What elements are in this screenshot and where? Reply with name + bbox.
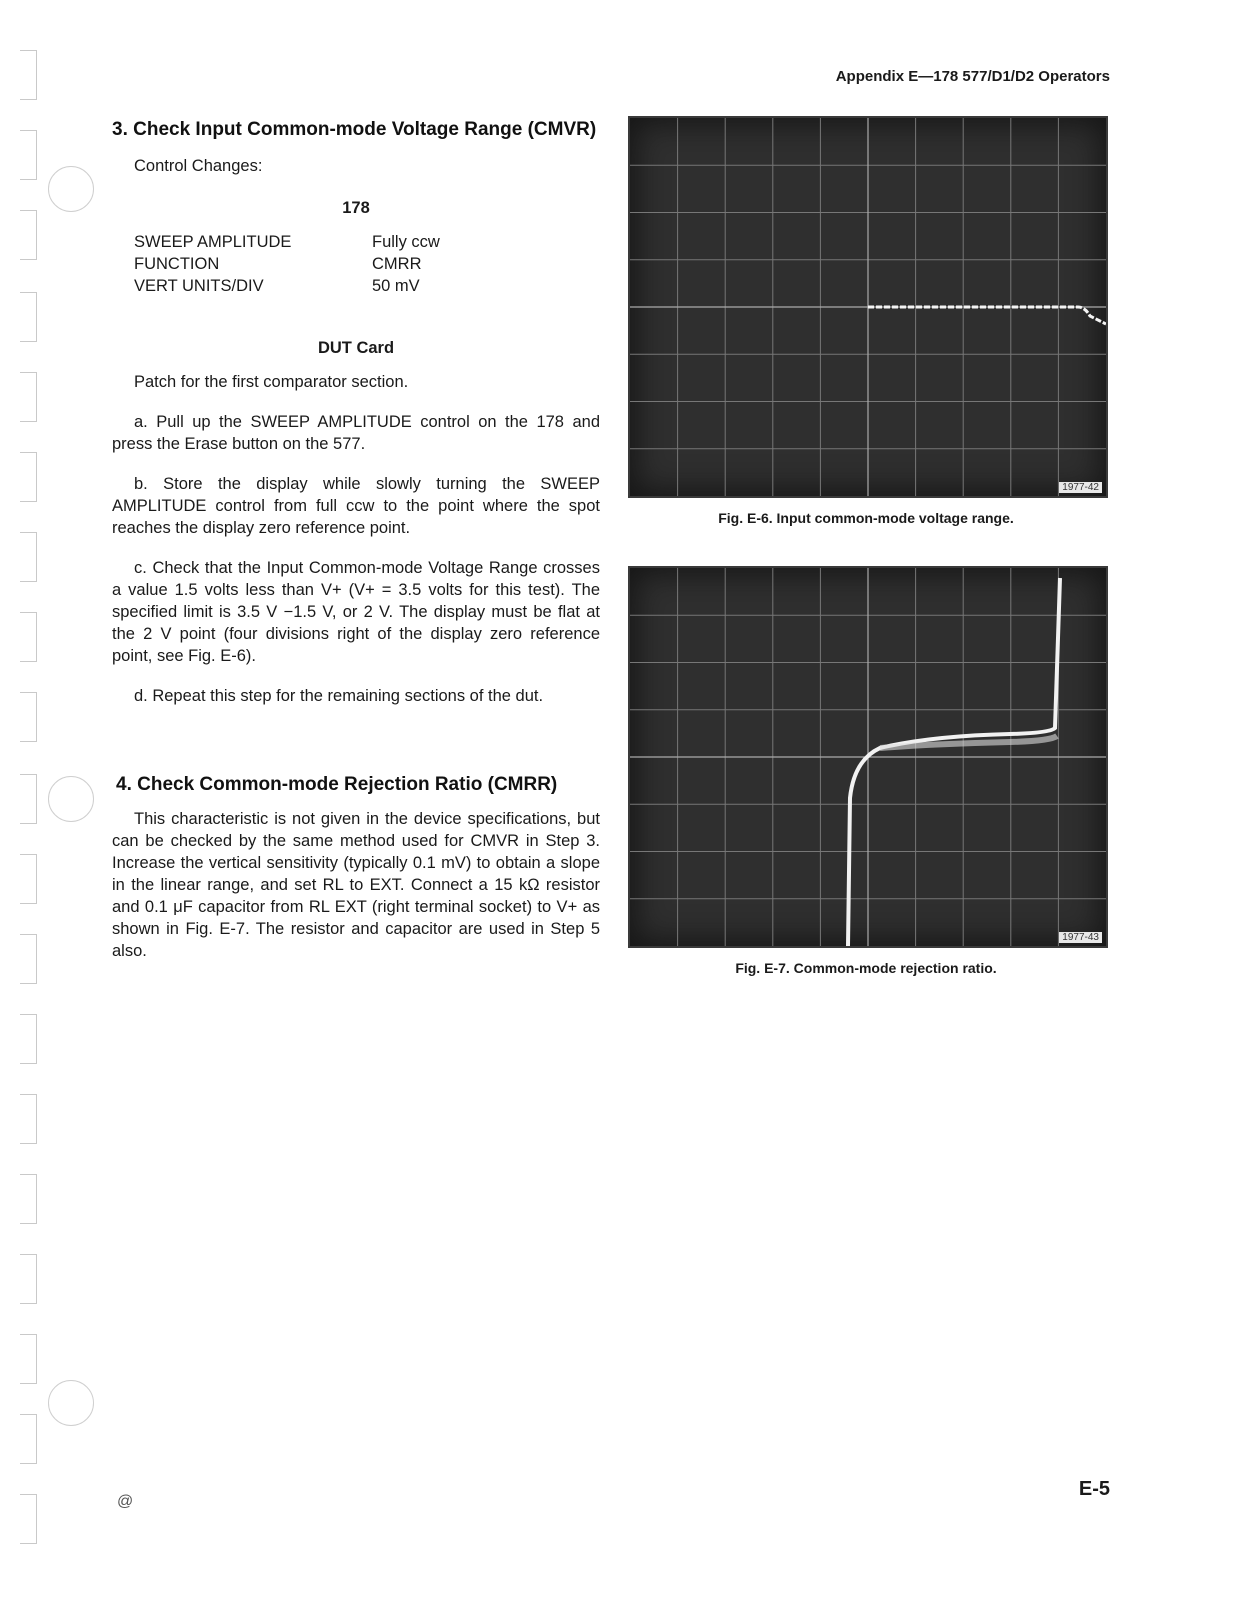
fig-e6-tag: 1977-42: [1059, 482, 1102, 493]
punch-hole: [48, 776, 94, 822]
binder-tick: [20, 50, 37, 100]
punch-hole: [48, 1380, 94, 1426]
control-name: VERT UNITS/DIV: [134, 277, 264, 295]
step3-d: d. Repeat this step for the remaining sections of the dut.: [134, 687, 544, 705]
control-row: [134, 231, 600, 253]
trace-cmvr: [868, 307, 1106, 324]
fig-e7-scope-photo: [628, 566, 1108, 948]
binder-tick: [20, 1094, 37, 1144]
control-value: 50 mV: [372, 277, 420, 295]
binder-margin: [20, 0, 50, 1600]
step3-title: 3. Check Input Common-mode Voltage Range (CMVR): [112, 119, 597, 140]
footer-mark: @: [117, 1493, 134, 1510]
binder-tick: [20, 934, 37, 984]
fig-e7-graticule: [630, 568, 1106, 946]
fig-e7-tag: 1977-43: [1059, 932, 1102, 943]
step3-c: c. Check that the Input Common-mode Voltage Range crosses a value 1.5 volts less than V+ (V+ = 3.5 volts for this test). The specified limit is 3.5 V −1.5 V, or 2 V. The display must be flat at the 2 V point (four divisions right of the display zero reference point, see Fig. E-6).: [112, 559, 600, 665]
punch-hole: [48, 166, 94, 212]
binder-tick: [20, 612, 37, 662]
binder-tick: [20, 292, 37, 342]
fig-e6-scope-photo: [628, 116, 1108, 498]
control-name: FUNCTION: [134, 255, 220, 273]
step3-section: [112, 118, 600, 707]
control-value: CMRR: [372, 255, 422, 273]
fig-e6-caption: Fig. E-6. Input common-mode voltage range.: [718, 510, 1014, 526]
control-row: [134, 275, 600, 297]
binder-tick: [20, 1174, 37, 1224]
control-name: SWEEP AMPLITUDE: [134, 233, 292, 251]
binder-tick: [20, 854, 37, 904]
page-header: Appendix E—178 577/D1/D2 Operators: [835, 68, 1110, 85]
fig-e7-caption: Fig. E-7. Common-mode rejection ratio.: [735, 960, 997, 976]
page-number: E-5: [1078, 1478, 1110, 1500]
step4-title: 4. Check Common-mode Rejection Ratio (CMRR): [116, 774, 558, 795]
step4-body: This characteristic is not given in the device specifications, but can be checked by the same method used for CMVR in Step 3. Increase the vertical sensitivity (typically 0.1 mV) to obtain a slope in the linear range, and set RL to EXT. Connect a 15 kΩ resistor and 0.1 μF capacitor from RL EXT (right terminal socket) to V+ as shown in Fig. E-7. The resistor and capacitor are used in Step 5 also.: [112, 810, 600, 960]
control-row: [134, 253, 600, 275]
control-list: [134, 231, 600, 297]
binder-tick: [20, 1334, 37, 1384]
step3-a: a. Pull up the SWEEP AMPLITUDE control on the 178 and press the Erase button on the 577.: [112, 413, 600, 453]
binder-tick: [20, 372, 37, 422]
control-changes-label: Control Changes:: [134, 157, 263, 175]
step3-b: b. Store the display while slowly turning the SWEEP AMPLITUDE control from full ccw to the point where the spot reaches the display zero reference point.: [112, 475, 600, 537]
binder-tick: [20, 532, 37, 582]
binder-tick: [20, 452, 37, 502]
control-value: Fully ccw: [372, 233, 440, 251]
binder-tick: [20, 774, 37, 824]
dut-card-label: DUT Card: [317, 339, 395, 357]
binder-tick: [20, 692, 37, 742]
binder-tick: [20, 130, 37, 180]
fig-e6-graticule: [630, 118, 1106, 496]
group-178-label: 178: [342, 199, 370, 217]
binder-tick: [20, 1414, 37, 1464]
step4-section: [112, 773, 600, 962]
trace-cmrr: [848, 578, 1060, 946]
binder-tick: [20, 1014, 37, 1064]
binder-tick: [20, 1254, 37, 1304]
patch-text: Patch for the first comparator section.: [134, 373, 409, 391]
binder-tick: [20, 210, 37, 260]
binder-tick: [20, 1494, 37, 1544]
